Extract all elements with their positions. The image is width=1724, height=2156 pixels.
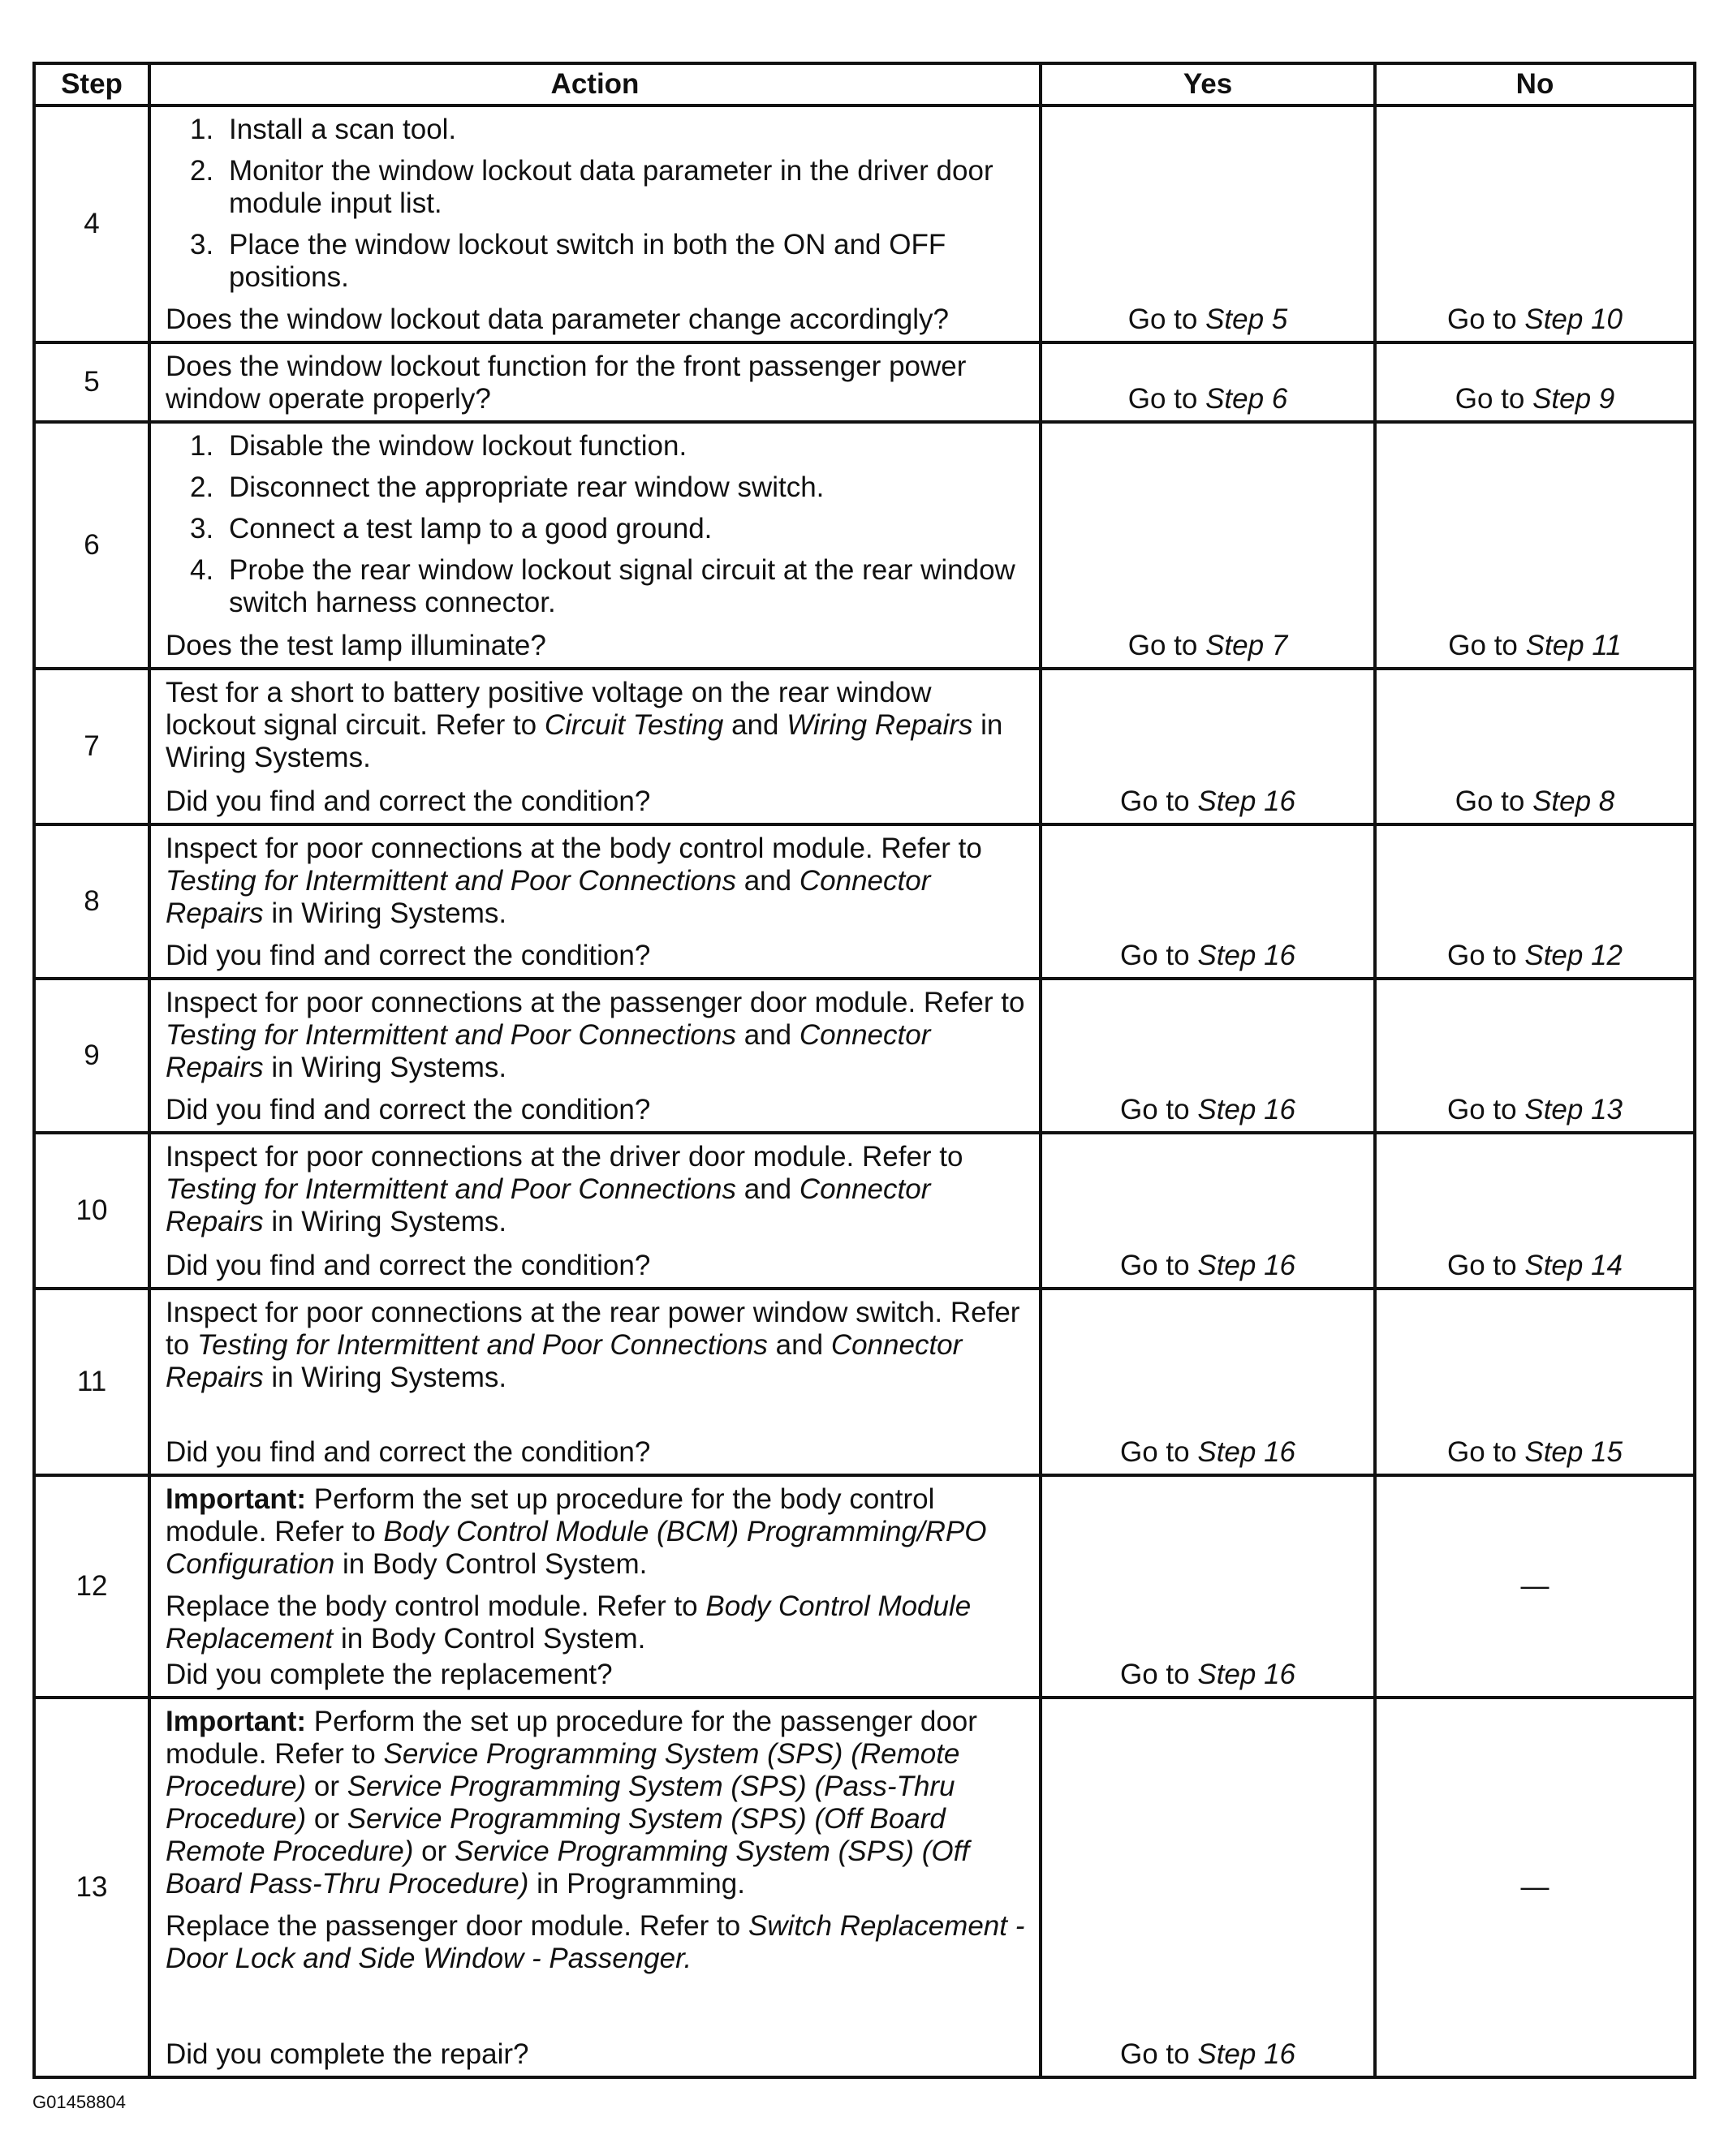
table-row — [34, 422, 1695, 669]
action-question: Did you find and correct the condition? — [166, 1094, 651, 1125]
reference-link[interactable]: Body Control Module (BCM) Programming/RPO Configuration — [166, 1516, 987, 1580]
step-number: 7 — [34, 669, 149, 824]
table-row — [34, 669, 1695, 824]
reference-link[interactable]: Switch Replacement - Door Lock and Side Window - Passenger. — [166, 1910, 1025, 1974]
action-cell — [149, 422, 1041, 669]
action-cell — [149, 1133, 1041, 1289]
yes-cell: Go to Step 16 — [1041, 1475, 1375, 1698]
yes-cell: Go to Step 6 — [1041, 342, 1375, 422]
reference-link[interactable]: Wiring Repairs — [787, 709, 973, 741]
action-cell — [149, 342, 1041, 422]
action-question: Did you find and correct the condition? — [166, 1250, 651, 1281]
action-question: Did you find and correct the condition? — [166, 1436, 651, 1468]
yes-cell: Go to Step 16 — [1041, 1289, 1375, 1475]
header-action: Action — [149, 63, 1041, 105]
action-cell — [149, 105, 1041, 342]
yes-step-link[interactable]: Step 16 — [1197, 785, 1295, 817]
step-number: 13 — [34, 1698, 149, 2077]
no-step-link[interactable]: Step 13 — [1524, 1094, 1623, 1125]
action-question: Does the test lamp illuminate? — [166, 630, 546, 661]
reference-link[interactable]: Testing for Intermittent and Poor Connections — [196, 1329, 768, 1361]
no-cell — [1375, 1475, 1695, 1698]
yes-step-link[interactable]: Step 16 — [1197, 940, 1295, 971]
reference-link[interactable]: Circuit Testing — [544, 709, 724, 741]
step-number: 11 — [34, 1289, 149, 1475]
no-cell: Go to Step 11 — [1375, 422, 1695, 669]
reference-link[interactable]: Service Programming System (SPS) (Off Board Remote Procedure) — [166, 1803, 946, 1867]
action-question: Did you complete the replacement? — [166, 1659, 613, 1690]
important-label: Important: — [166, 1706, 307, 1737]
yes-step-link[interactable]: Step 16 — [1197, 1094, 1295, 1125]
list-item: 1. Install a scan tool. — [190, 114, 457, 145]
header-yes: Yes — [1041, 63, 1375, 105]
action-question: Did you complete the repair? — [166, 2038, 529, 2070]
reference-link[interactable]: Service Programming System (SPS) (Pass-Thru Procedure) — [166, 1771, 955, 1835]
action-cell — [149, 1289, 1041, 1475]
action-text: Inspect for poor connections at the body control module. Refer to Testing for Intermittent and Poor Connections and Connector Repairs in Wiring Systems. — [166, 833, 982, 929]
list-item: 2. Disconnect the appropriate rear window switch. — [190, 471, 825, 503]
table-row — [34, 1133, 1695, 1289]
header-step: Step — [34, 63, 149, 105]
no-step-link[interactable]: Step 9 — [1532, 383, 1615, 415]
no-step-link[interactable]: Step 12 — [1524, 940, 1623, 971]
reference-link[interactable]: Testing for Intermittent and Poor Connections — [166, 1173, 736, 1205]
figure-id: G01458804 — [32, 2092, 126, 2112]
reference-link[interactable]: Connector Repairs — [166, 1173, 931, 1237]
action-text: Replace the passenger door module. Refer to Switch Replacement - Door Lock and Side Window - Passenger. — [166, 1910, 1025, 1974]
action-question: Did you find and correct the condition? — [166, 940, 651, 971]
table-row — [34, 342, 1695, 422]
diagnostic-table — [32, 62, 1696, 2079]
step-number: 9 — [34, 979, 149, 1133]
yes-cell: Go to Step 16 — [1041, 669, 1375, 824]
list-item: 2. Monitor the window lockout data parameter in the driver door module input list. — [190, 155, 993, 219]
no-cell: Go to Step 8 — [1375, 669, 1695, 824]
action-text: Inspect for poor connections at the driver door module. Refer to Testing for Intermittent and Poor Connections and Connector Repairs in Wiring Systems. — [166, 1141, 963, 1237]
no-step-link[interactable]: Step 11 — [1525, 630, 1622, 661]
table-row — [34, 105, 1695, 342]
yes-cell: Go to Step 16 — [1041, 979, 1375, 1133]
action-cell — [149, 824, 1041, 979]
header-no: No — [1375, 63, 1695, 105]
step-number: 8 — [34, 824, 149, 979]
yes-step-link[interactable]: Step 16 — [1197, 1659, 1295, 1690]
yes-step-link[interactable]: Step 5 — [1205, 303, 1288, 335]
no-cell: Go to Step 10 — [1375, 105, 1695, 342]
action-cell — [149, 979, 1041, 1133]
yes-cell: Go to Step 16 — [1041, 824, 1375, 979]
yes-step-link[interactable]: Step 16 — [1197, 1436, 1295, 1468]
action-text: Replace the body control module. Refer to Body Control Module Replacement in Body Control System. — [166, 1590, 972, 1655]
reference-link[interactable]: Body Control Module Replacement — [166, 1590, 972, 1655]
action-cell — [149, 1475, 1041, 1698]
no-cell: Go to Step 12 — [1375, 824, 1695, 979]
reference-link[interactable]: Connector Repairs — [166, 865, 931, 929]
step-number: 5 — [34, 342, 149, 422]
dash: — — [1520, 1570, 1549, 1602]
reference-link[interactable]: Connector Repairs — [166, 1019, 931, 1083]
important-label: Important: — [166, 1483, 307, 1515]
list-item: 1. Disable the window lockout function. — [190, 430, 687, 462]
no-step-link[interactable]: Step 10 — [1524, 303, 1623, 335]
action-cell — [149, 1698, 1041, 2077]
step-number: 12 — [34, 1475, 149, 1698]
reference-link[interactable]: Service Programming System (SPS) (Remote Procedure) — [166, 1738, 960, 1802]
no-step-link[interactable]: Step 14 — [1524, 1250, 1623, 1281]
dash: — — [1520, 1871, 1549, 1903]
important-note: Important: Perform the set up procedure for the body control module. Refer to Body Control Module (BCM) Programming/RPO Configuration in Body Control System. — [166, 1483, 987, 1580]
table-row — [34, 1475, 1695, 1698]
yes-cell: Go to Step 7 — [1041, 422, 1375, 669]
reference-link[interactable]: Connector Repairs — [166, 1329, 963, 1393]
action-question: Does the window lockout function for the front passenger power window operate properly? — [166, 351, 967, 415]
action-question: Did you find and correct the condition? — [166, 785, 651, 817]
yes-cell: Go to Step 16 — [1041, 1133, 1375, 1289]
reference-link[interactable]: Testing for Intermittent and Poor Connections — [166, 865, 736, 897]
no-cell: Go to Step 13 — [1375, 979, 1695, 1133]
step-number: 4 — [34, 105, 149, 342]
reference-link[interactable]: Testing for Intermittent and Poor Connections — [166, 1019, 736, 1051]
yes-step-link[interactable]: Step 16 — [1197, 2038, 1295, 2070]
table-row — [34, 824, 1695, 979]
reference-link[interactable]: Service Programming System (SPS) (Off Board Pass-Thru Procedure) — [166, 1835, 970, 1900]
no-step-link[interactable]: Step 15 — [1524, 1436, 1623, 1468]
yes-step-link[interactable]: Step 6 — [1205, 383, 1288, 415]
list-item: 3. Place the window lockout switch in both the ON and OFF positions. — [190, 229, 946, 293]
list-item: 4. Probe the rear window lockout signal circuit at the rear window switch harness connector. — [190, 554, 1015, 618]
table-row — [34, 1289, 1695, 1475]
table-row — [34, 1698, 1695, 2077]
yes-step-link[interactable]: Step 7 — [1205, 630, 1288, 661]
yes-cell: Go to Step 5 — [1041, 105, 1375, 342]
important-note: Important: Perform the set up procedure for the passenger door module. Refer to Service Programming System (SPS) (Remote Procedure) or Service Programming System (SPS) (Pass-Thru Procedure) or Service Programming System (SPS) (Off Board Remote Procedure) or Service Programming System (SPS) (Off Board Pass-Thru Procedure) in Programming. — [166, 1706, 977, 1900]
yes-step-link[interactable]: Step 16 — [1197, 1250, 1295, 1281]
table-row — [34, 979, 1695, 1133]
no-cell: Go to Step 9 — [1375, 342, 1695, 422]
action-cell — [149, 669, 1041, 824]
action-question: Does the window lockout data parameter change accordingly? — [166, 303, 950, 335]
no-cell — [1375, 1698, 1695, 2077]
no-cell: Go to Step 14 — [1375, 1133, 1695, 1289]
step-number: 10 — [34, 1133, 149, 1289]
action-text: Inspect for poor connections at the passenger door module. Refer to Testing for Intermittent and Poor Connections and Connector Repairs in Wiring Systems. — [166, 987, 1025, 1083]
list-item: 3. Connect a test lamp to a good ground. — [190, 513, 713, 544]
step-number: 6 — [34, 422, 149, 669]
no-cell: Go to Step 15 — [1375, 1289, 1695, 1475]
action-text: Inspect for poor connections at the rear power window switch. Refer to Testing for Intermittent and Poor Connections and Connector Repairs in Wiring Systems. — [166, 1297, 1020, 1393]
yes-cell: Go to Step 16 — [1041, 1698, 1375, 2077]
action-text: Test for a short to battery positive voltage on the rear window lockout signal circuit. Refer to Circuit Testing and Wiring Repairs in Wiring Systems. — [166, 677, 1003, 773]
no-step-link[interactable]: Step 8 — [1532, 785, 1615, 817]
table-header-row — [34, 63, 1695, 105]
